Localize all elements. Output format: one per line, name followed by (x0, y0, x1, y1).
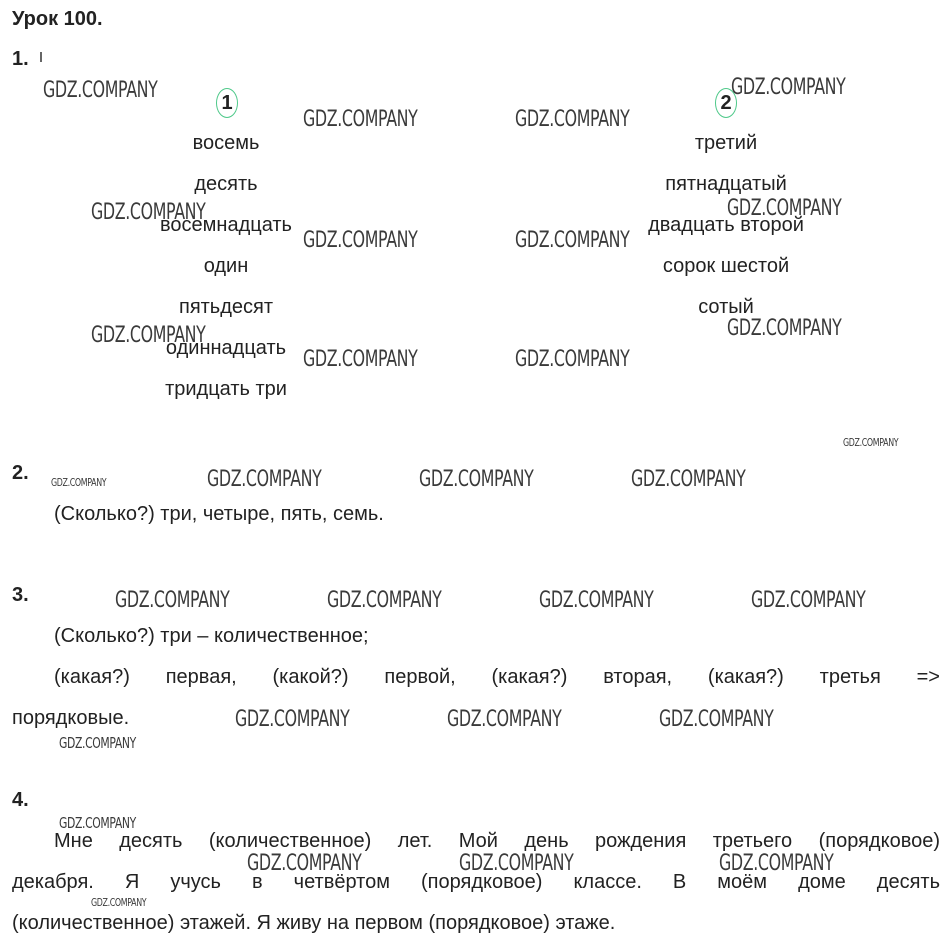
watermark: GDZ.COMPANY (727, 316, 842, 341)
watermark: GDZ.COMPANY (515, 228, 630, 253)
watermark: GDZ.COMPANY (515, 347, 630, 372)
list-item: сотый (698, 296, 754, 318)
task4-line1: Мне десять (количественное) лет. Мой день рождения третьего (порядковое) (54, 830, 940, 852)
task4-line3: (количественное) этажей. Я живу на первом (порядковое) этаже. (12, 912, 616, 934)
task3-line1: (Сколько?) три – количественное; (54, 625, 369, 647)
watermark: GDZ.COMPANY (327, 588, 442, 613)
list-item: десять (194, 173, 258, 195)
watermark: GDZ.COMPANY (59, 734, 136, 752)
task3-number: 3. (12, 584, 29, 606)
task2-number: 2. (12, 462, 29, 484)
watermark: GDZ.COMPANY (419, 467, 534, 492)
watermark: GDZ.COMPANY (207, 467, 322, 492)
watermark: GDZ.COMPANY (51, 476, 107, 489)
list-item: сорок шестой (662, 255, 790, 277)
watermark: GDZ.COMPANY (727, 196, 842, 221)
task2-line: (Сколько?) три, четыре, пять, семь. (54, 503, 384, 525)
list-item: восемнадцать (160, 214, 292, 236)
watermark: GDZ.COMPANY (731, 75, 846, 100)
column1-badge: 1 (216, 88, 238, 118)
watermark: GDZ.COMPANY (719, 851, 834, 876)
task1-number: 1. (12, 48, 29, 70)
watermark: GDZ.COMPANY (303, 347, 418, 372)
list-item: восемь (192, 132, 260, 154)
task3-line3: порядковые. (12, 707, 130, 729)
watermark: GDZ.COMPANY (303, 228, 418, 253)
task4-number: 4. (12, 789, 29, 811)
divider (40, 52, 42, 62)
list-item: третий (694, 132, 758, 154)
watermark: GDZ.COMPANY (91, 323, 206, 348)
list-item: пятнадцатый (665, 173, 787, 195)
watermark: GDZ.COMPANY (59, 814, 136, 832)
list-item: пятьдесят (178, 296, 274, 318)
list-item: тридцать три (165, 378, 287, 400)
watermark: GDZ.COMPANY (539, 588, 654, 613)
list-item: одиннадцать (165, 337, 287, 359)
watermark: GDZ.COMPANY (235, 707, 350, 732)
task4-line2: декабря. Я учусь в четвёртом (порядковое) классе. В моём доме десять (12, 871, 940, 893)
watermark: GDZ.COMPANY (303, 107, 418, 132)
watermark: GDZ.COMPANY (843, 436, 899, 449)
watermark: GDZ.COMPANY (459, 851, 574, 876)
watermark: GDZ.COMPANY (515, 107, 630, 132)
watermark: GDZ.COMPANY (91, 896, 147, 909)
task3-line2: (какая?) первая, (какой?) первой, (какая?) вторая, (какая?) третья => (54, 666, 940, 688)
watermark: GDZ.COMPANY (751, 588, 866, 613)
watermark: GDZ.COMPANY (247, 851, 362, 876)
watermark: GDZ.COMPANY (659, 707, 774, 732)
watermark: GDZ.COMPANY (447, 707, 562, 732)
page-title: Урок 100. (12, 8, 103, 30)
watermark: GDZ.COMPANY (43, 78, 158, 103)
list-item: один (203, 255, 249, 277)
watermark: GDZ.COMPANY (91, 200, 206, 225)
watermark: GDZ.COMPANY (115, 588, 230, 613)
column2-badge: 2 (715, 88, 737, 118)
watermark: GDZ.COMPANY (631, 467, 746, 492)
list-item: двадцать второй (648, 214, 804, 236)
